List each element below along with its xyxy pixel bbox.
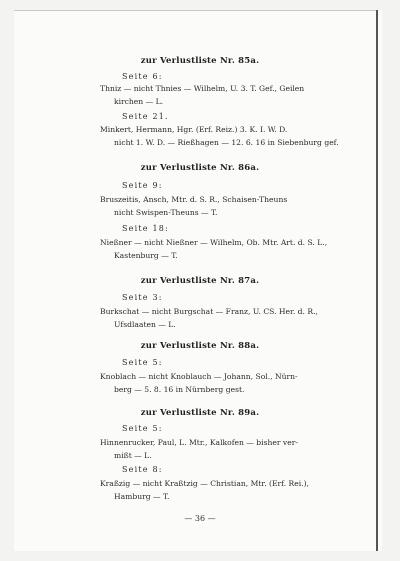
page-reference: Seite 8: [122,465,163,474]
entry-line: Burkschat — nicht Burgschat — Franz, U. CS. Her. d. R., [100,307,318,316]
page-reference: Seite 21. [122,112,169,121]
section-heading: zur Verlustliste Nr. 85a. [140,56,260,66]
page-reference: Seite 3: [122,293,163,302]
correction-entry [100,123,346,149]
entry-line: nicht 1. W. D. — Rießhagen — 12. 6. 16 in Siebenburg gef. [114,138,339,147]
entry-line: Knoblach — nicht Knoblauch — Johann, Sol., Nürn- [100,372,298,381]
page-reference: Seite 5: [122,358,163,367]
correction-entry [100,82,346,108]
page-reference: Seite 6: [122,72,163,81]
page-reference: Seite 5: [122,424,163,433]
entry-line: kirchen — L. [114,97,164,106]
page-reference: Seite 18: [122,224,169,233]
correction-entry [100,477,346,503]
correction-entry [100,305,346,331]
section-heading: zur Verlustliste Nr. 87a. [140,276,260,286]
entry-line: Hinnenrucker, Paul, L. Mtr., Kalkofen — bisher ver- [100,438,298,447]
correction-entry [100,436,346,462]
entry-line: Kraßzig — nicht Kraßtzig — Christian, Mtr. (Erf. Rei.), [100,479,309,488]
entry-line: Nießner — nicht Nießner — Wilhelm, Ob. Mtr. Art. d. S. L., [100,238,328,247]
entry-line: nicht Swispen-Theuns — T. [114,208,218,217]
entry-line: Ufsdlaaten — L. [114,320,176,329]
section-heading: zur Verlustliste Nr. 89a. [140,408,260,418]
page-reference: Seite 9: [122,181,163,190]
correction-entry [100,370,346,396]
entry-line: Hamburg — T. [114,492,170,501]
section-heading: zur Verlustliste Nr. 86a. [140,163,260,173]
entry-line: Kastenburg — T. [114,251,178,260]
correction-entry [100,193,346,219]
entry-line: berg — 5. 8. 16 in Nürnberg gest. [114,385,245,394]
section-heading: zur Verlustliste Nr. 88a. [140,341,260,351]
correction-entry [100,236,346,262]
entry-line: mißt — L. [114,451,152,460]
entry-line: Bruszeitis, Ansch, Mtr. d. S. R., Schaisen-Theuns [100,195,288,204]
entry-line: Thniz — nicht Thnies — Wilhelm, U. 3. T. Gef., Geilen [100,84,305,93]
entry-line: Minkert, Hermann, Hgr. (Erf. Reiz.) 3. K. I. W. D. [100,125,288,134]
page-number: — 36 — [184,514,216,523]
